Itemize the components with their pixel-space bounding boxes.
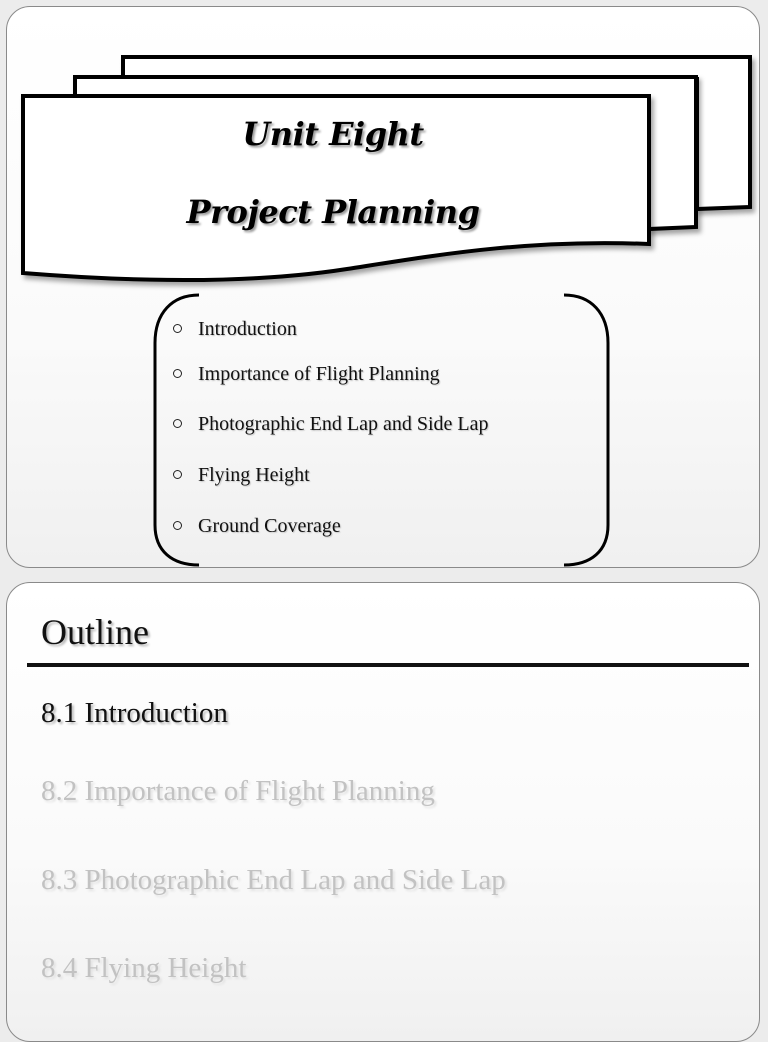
heading-divider [27,663,749,667]
topic-item: Importance of Flight Planning [173,363,440,386]
outline-item: 8.3 Photographic End Lap and Side Lap [41,864,506,896]
topic-item: Flying Height [173,464,310,487]
bullet-circle-icon [173,369,182,378]
bullet-circle-icon [173,324,182,333]
bullet-circle-icon [173,521,182,530]
outline-item: 8.2 Importance of Flight Planning [41,775,435,807]
topic-item: Photographic End Lap and Side Lap [173,413,489,436]
outline-item: 8.4 Flying Height [41,952,247,984]
outline-item-current: 8.1 Introduction [41,697,228,729]
outline-heading: Outline [41,612,149,652]
unit-title: Unit Eight [242,115,424,153]
unit-subtitle: Project Planning [186,193,480,231]
topic-item: Ground Coverage [173,515,341,538]
outline-slide [6,582,760,1042]
topic-item: Introduction [173,318,297,341]
topic-bracket-right [564,295,608,565]
bullet-circle-icon [173,470,182,479]
title-slide [6,6,760,568]
title-banner-graphic [7,7,760,568]
bullet-circle-icon [173,419,182,428]
